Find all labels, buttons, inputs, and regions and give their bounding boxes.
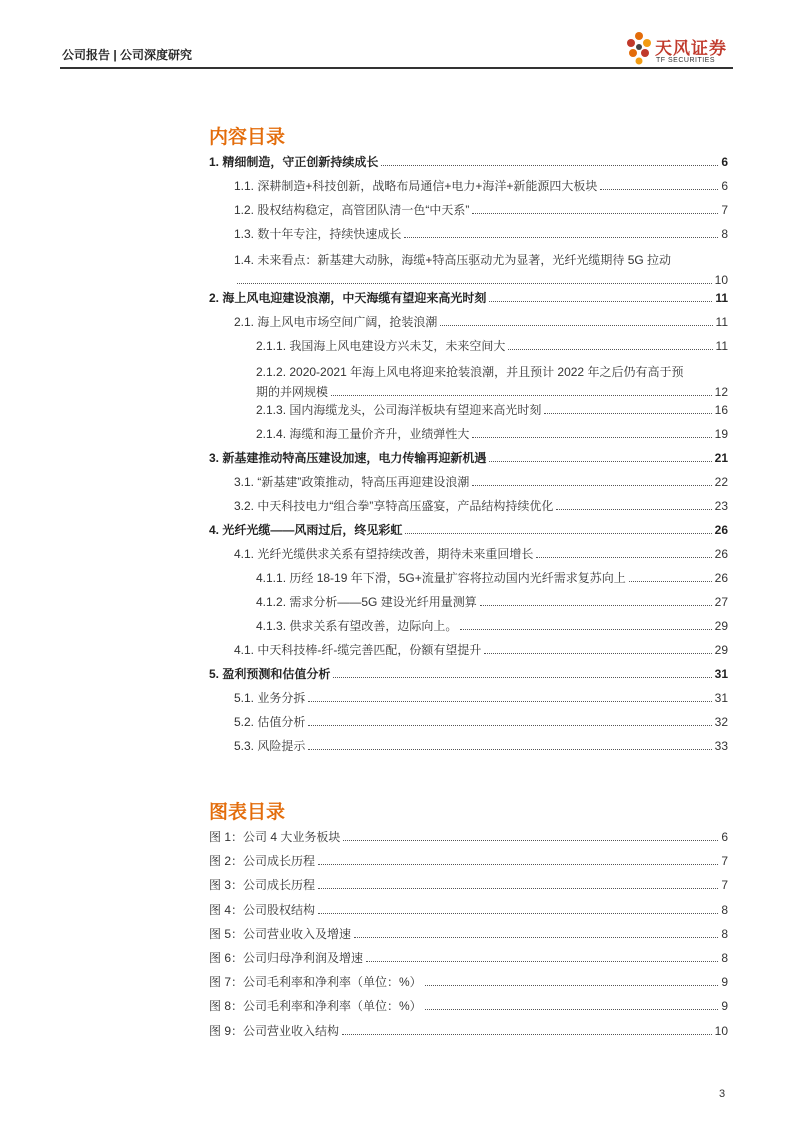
figure-entry-page: 7 bbox=[721, 878, 728, 892]
figure-entry-leader bbox=[318, 913, 718, 914]
toc-entry-leader bbox=[331, 395, 712, 396]
toc-entry-title-continued: 期的并网规模 bbox=[256, 385, 329, 399]
logo-name: 天风证券 bbox=[655, 39, 727, 59]
toc-entry[interactable] bbox=[209, 450, 728, 466]
toc-entry[interactable] bbox=[209, 290, 728, 306]
figure-entry[interactable] bbox=[209, 974, 728, 990]
toc-entry-page: 26 bbox=[714, 571, 728, 585]
toc-entry-page: 22 bbox=[714, 475, 728, 489]
toc-entry-title: 1.1. 深耕制造+科技创新，战略布局通信+电力+海洋+新能源四大板块 bbox=[234, 179, 598, 193]
toc-entry-page: 16 bbox=[714, 403, 728, 417]
toc-entry-page: 32 bbox=[714, 715, 728, 729]
toc-entry-leader bbox=[237, 283, 712, 284]
toc-entry-leader bbox=[480, 605, 712, 606]
figure-entry-leader bbox=[425, 985, 719, 986]
toc-entry-title: 5. 盈利预测和估值分析 bbox=[209, 667, 331, 681]
toc-entry[interactable] bbox=[234, 474, 728, 490]
figure-entry[interactable] bbox=[209, 998, 728, 1014]
toc-entry[interactable] bbox=[209, 154, 728, 170]
figure-entry-leader bbox=[425, 1009, 719, 1010]
toc-entry-page: 11 bbox=[715, 339, 728, 353]
toc-entry-page: 29 bbox=[714, 643, 728, 657]
figure-entry-leader bbox=[354, 937, 718, 938]
toc-entry-page: 33 bbox=[714, 739, 728, 753]
figure-entry-page: 9 bbox=[721, 975, 728, 989]
toc-entry-page: 6 bbox=[721, 179, 728, 193]
figure-entry-page: 10 bbox=[714, 1024, 728, 1038]
toc-entry-title: 2.1.4. 海缆和海工量价齐升，业绩弹性大 bbox=[256, 427, 470, 441]
toc-entry-title: 1.4. 未来看点：新基建大动脉，海缆+特高压驱动尤为显著，光纤光缆期待 5G 拉动 bbox=[234, 253, 672, 267]
figure-entry-title: 图 1：公司 4 大业务板块 bbox=[209, 830, 341, 844]
figure-entry-title: 图 7：公司毛利率和净利率（单位：%） bbox=[209, 975, 422, 989]
figure-entry-title: 图 4：公司股权结构 bbox=[209, 903, 316, 917]
figure-entry[interactable] bbox=[209, 902, 728, 918]
toc-entry-title: 4.1. 光纤光缆供求关系有望持续改善，期待未来重回增长 bbox=[234, 547, 534, 561]
logo-english-name: TF SECURITIES bbox=[656, 57, 716, 64]
figure-entry-title: 图 8：公司毛利率和净利率（单位：%） bbox=[209, 999, 422, 1013]
toc-entry[interactable] bbox=[234, 498, 728, 514]
toc-entry-leader bbox=[333, 677, 711, 678]
figure-entry-page: 9 bbox=[721, 999, 728, 1013]
figure-entry-page: 6 bbox=[721, 830, 728, 844]
toc-entry-title: 2.1.2. 2020-2021 年海上风电将迎来抢装浪潮，并且预计 2022 年之后仍有高于预 bbox=[256, 365, 684, 379]
toc-entry[interactable] bbox=[256, 570, 728, 586]
figure-entry-title: 图 3：公司成长历程 bbox=[209, 878, 316, 892]
toc-entry-page: 19 bbox=[714, 427, 728, 441]
figure-entry[interactable] bbox=[209, 950, 728, 966]
toc-entry-page: 8 bbox=[721, 227, 728, 241]
toc-entry-leader bbox=[600, 189, 718, 190]
figure-entry-leader bbox=[318, 864, 718, 865]
toc-entry-title: 1.3. 数十年专注，持续快速成长 bbox=[234, 227, 402, 241]
figure-entry-title: 图 5：公司营业收入及增速 bbox=[209, 927, 352, 941]
toc-entry-leader bbox=[472, 437, 711, 438]
toc-entry[interactable] bbox=[234, 250, 728, 290]
toc-entry-page: 11 bbox=[715, 315, 728, 329]
toc-entry-page: 26 bbox=[714, 523, 728, 537]
toc-entry-leader bbox=[308, 749, 711, 750]
toc-entry-title: 4.1.1. 历经 18-19 年下滑，5G+流量扩容将拉动国内光纤需求复苏向上 bbox=[256, 571, 626, 585]
toc-entry-page: 12 bbox=[714, 385, 728, 399]
toc-entry-leader bbox=[440, 325, 712, 326]
toc-entry-title: 5.2. 估值分析 bbox=[234, 715, 306, 729]
toc-entry-page: 29 bbox=[714, 619, 728, 633]
toc-entry-page: 10 bbox=[714, 273, 728, 287]
figure-entry-page: 7 bbox=[721, 854, 728, 868]
toc-entry-title: 5.1. 业务分拆 bbox=[234, 691, 306, 705]
toc-entry[interactable] bbox=[256, 362, 728, 402]
toc-entry-leader bbox=[536, 557, 711, 558]
toc-entry-leader bbox=[308, 701, 711, 702]
figure-entry-page: 8 bbox=[721, 927, 728, 941]
toc-entry-leader bbox=[556, 509, 711, 510]
toc-entry-leader bbox=[460, 629, 711, 630]
toc-entry-title: 2.1.1. 我国海上风电建设方兴未艾，未来空间大 bbox=[256, 339, 506, 353]
toc-entry-leader bbox=[381, 165, 718, 166]
figure-entry-title: 图 2：公司成长历程 bbox=[209, 854, 316, 868]
toc-entry-title: 4.1.2. 需求分析——5G 建设光纤用量测算 bbox=[256, 595, 477, 609]
toc-entry[interactable] bbox=[234, 202, 728, 218]
toc-entry-leader bbox=[489, 301, 712, 302]
figures-title: 图表目录 bbox=[209, 801, 286, 823]
toc-entry-page: 31 bbox=[714, 667, 728, 681]
report-breadcrumb: 公司报告 | 公司深度研究 bbox=[62, 48, 193, 62]
toc-entry-title: 5.3. 风险提示 bbox=[234, 739, 306, 753]
figure-entry-leader bbox=[343, 840, 718, 841]
toc-entry-leader bbox=[308, 725, 711, 726]
toc-entry-page: 6 bbox=[721, 155, 728, 169]
toc-entry[interactable] bbox=[234, 642, 728, 658]
toc-entry-page: 27 bbox=[714, 595, 728, 609]
toc-entry-title: 4.1. 中天科技棒-纤-缆完善匹配，份额有望提升 bbox=[234, 643, 482, 657]
toc-entry-page: 11 bbox=[715, 291, 728, 305]
figure-entry[interactable] bbox=[209, 829, 728, 845]
toc-entry-page: 21 bbox=[714, 451, 728, 465]
toc-entry-page: 7 bbox=[721, 203, 728, 217]
toc-entry[interactable] bbox=[234, 690, 728, 706]
toc-entry-title: 1.2. 股权结构稳定，高管团队清一色“中天系” bbox=[234, 203, 470, 217]
toc-entry[interactable] bbox=[234, 546, 728, 562]
toc-entry-page: 26 bbox=[714, 547, 728, 561]
toc-entry-title: 4. 光纤光缆——风雨过后，终见彩虹 bbox=[209, 523, 403, 537]
company-logo bbox=[625, 30, 735, 70]
toc-entry-page: 31 bbox=[714, 691, 728, 705]
toc-entry[interactable] bbox=[256, 426, 728, 442]
toc-entry-continuation bbox=[256, 382, 728, 402]
toc-entry[interactable] bbox=[234, 178, 728, 194]
toc-entry-leader bbox=[484, 653, 711, 654]
toc-entry[interactable] bbox=[234, 314, 728, 330]
toc-entry-title: 3.1. “新基建”政策推动，特高压再迎建设浪潮 bbox=[234, 475, 470, 489]
toc-entry-leader bbox=[508, 349, 712, 350]
toc-entry[interactable] bbox=[234, 226, 728, 242]
figure-entry-leader bbox=[342, 1034, 712, 1035]
toc-entry[interactable] bbox=[209, 522, 728, 538]
toc-entry[interactable] bbox=[234, 738, 728, 754]
toc-entry-title: 2. 海上风电迎建设浪潮，中天海缆有望迎来高光时刻 bbox=[209, 291, 487, 305]
toc-entry[interactable] bbox=[256, 402, 728, 418]
toc-entry-title: 2.1.3. 国内海缆龙头，公司海洋板块有望迎来高光时刻 bbox=[256, 403, 542, 417]
figure-entry[interactable] bbox=[209, 877, 728, 893]
toc-entry[interactable] bbox=[256, 618, 728, 634]
figure-entry-title: 图 6：公司归母净利润及增速 bbox=[209, 951, 364, 965]
toc-entry[interactable] bbox=[209, 666, 728, 682]
toc-entry-leader bbox=[404, 237, 718, 238]
toc-entry-title: 2.1. 海上风电市场空间广阔，抢装浪潮 bbox=[234, 315, 438, 329]
toc-entry-continuation bbox=[234, 270, 728, 290]
toc-entry-leader bbox=[472, 485, 711, 486]
figure-entry-title: 图 9：公司营业收入结构 bbox=[209, 1024, 340, 1038]
toc-entry-leader bbox=[544, 413, 711, 414]
toc-entry[interactable] bbox=[234, 714, 728, 730]
toc-entry-title: 3.2. 中天科技电力“组合拳”享特高压盛宴，产品结构持续优化 bbox=[234, 499, 554, 513]
toc-entry-leader bbox=[472, 213, 718, 214]
figure-entry-leader bbox=[318, 888, 718, 889]
toc-entry-leader bbox=[489, 461, 711, 462]
toc-entry[interactable] bbox=[256, 338, 728, 354]
figure-entry-page: 8 bbox=[721, 951, 728, 965]
figure-entry[interactable] bbox=[209, 853, 728, 869]
toc-entry-title: 4.1.3. 供求关系有望改善，边际向上。 bbox=[256, 619, 458, 633]
flower-logo-icon bbox=[625, 30, 655, 70]
toc-entry-page: 23 bbox=[714, 499, 728, 513]
toc-entry-title: 1. 精细制造，守正创新持续成长 bbox=[209, 155, 379, 169]
toc-entry-title: 3. 新基建推动特高压建设加速，电力传输再迎新机遇 bbox=[209, 451, 487, 465]
toc-entry[interactable] bbox=[256, 594, 728, 610]
figure-entry-page: 8 bbox=[721, 903, 728, 917]
figure-entry[interactable] bbox=[209, 926, 728, 942]
figure-entry-leader bbox=[366, 961, 718, 962]
figure-entry[interactable] bbox=[209, 1023, 728, 1039]
toc-entry-leader bbox=[629, 581, 712, 582]
page-number: 3 bbox=[719, 1088, 726, 1100]
toc-title: 内容目录 bbox=[209, 126, 286, 148]
toc-entry-leader bbox=[405, 533, 711, 534]
